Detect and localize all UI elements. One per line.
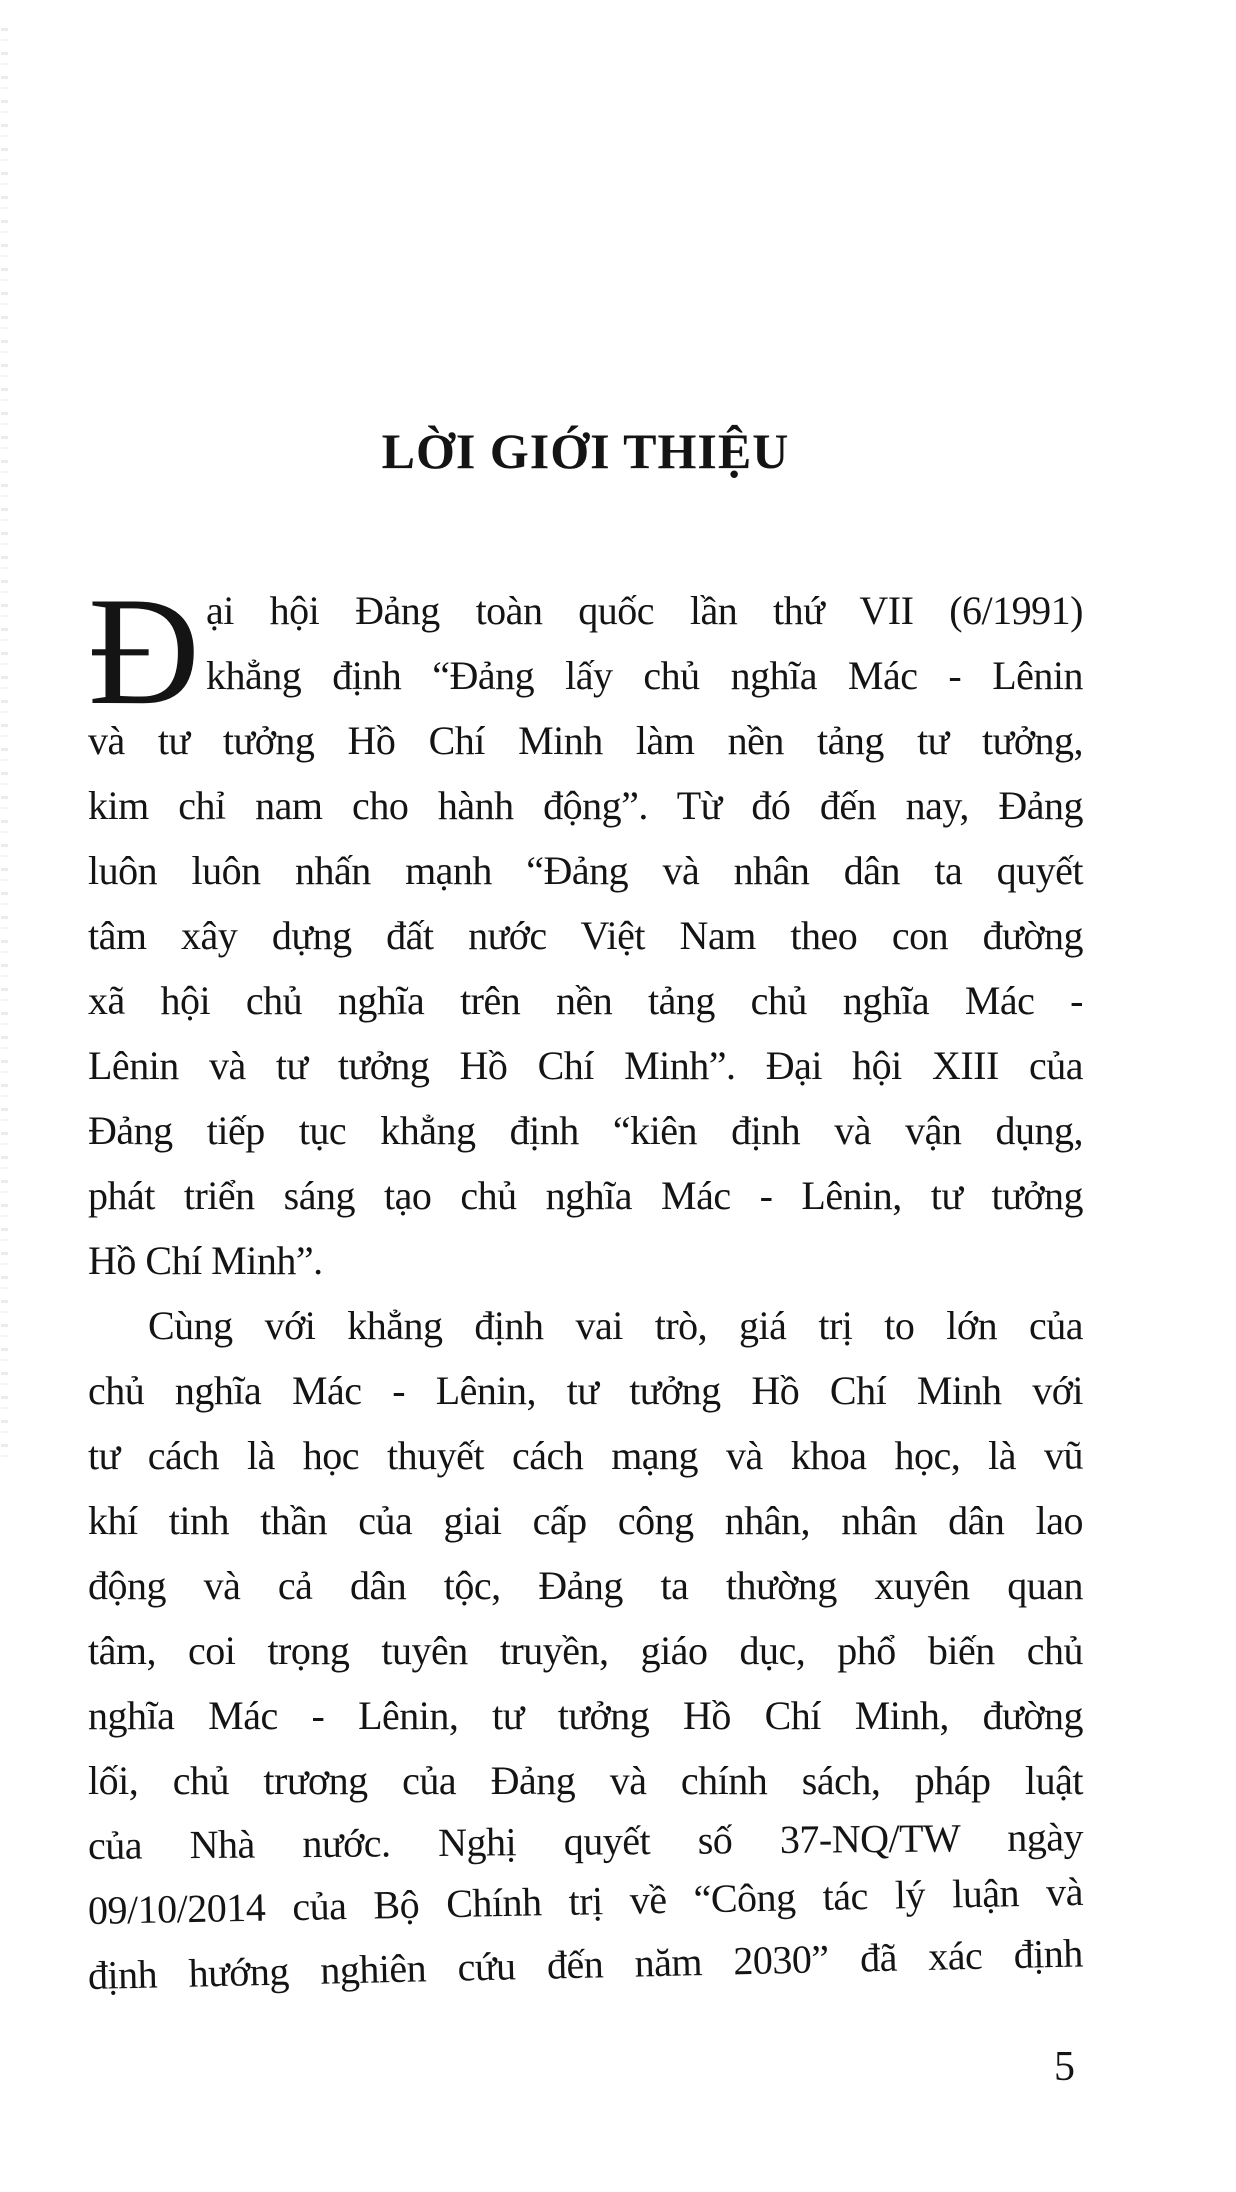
text-line: lối, chủ trương của Đảng và chính sách, pháp luật xyxy=(88,1758,1083,1803)
text-line: Hồ Chí Minh”. xyxy=(88,1238,323,1283)
text-line: tâm xây dựng đất nước Việt Nam theo con đường xyxy=(88,913,1083,958)
text-line: Cùng với khẳng định vai trò, giá trị to lớn của xyxy=(148,1303,1083,1348)
body-text xyxy=(87,565,1084,2008)
text-line: luôn luôn nhấn mạnh “Đảng và nhân dân ta quyết xyxy=(88,848,1083,893)
text-line: ại hội Đảng toàn quốc lần thứ VII (6/1991) xyxy=(206,588,1083,633)
drop-cap: Đ xyxy=(88,565,200,737)
paragraph-2 xyxy=(88,1293,1083,2008)
text-line: 09/10/2014 của Bộ Chính trị về “Công tác lý luận và xyxy=(87,1868,1084,1933)
text-line: nghĩa Mác - Lênin, tư tưởng Hồ Chí Minh, đường xyxy=(88,1693,1083,1738)
text-line: Đảng tiếp tục khẳng định “kiên định và vận dụng, xyxy=(88,1108,1083,1153)
text-line: tâm, coi trọng tuyên truyền, giáo dục, phổ biến chủ xyxy=(88,1628,1083,1673)
section-title: LỜI GIỚI THIỆU xyxy=(381,423,790,479)
text-line: và tư tưởng Hồ Chí Minh làm nền tảng tư tưởng, xyxy=(88,718,1083,763)
text-line: định hướng nghiên cứu đến năm 2030” đã xác định xyxy=(87,1930,1084,1998)
text-line: chủ nghĩa Mác - Lênin, tư tưởng Hồ Chí Minh với xyxy=(88,1368,1083,1413)
text-line: kim chỉ nam cho hành động”. Từ đó đến nay, Đảng xyxy=(88,783,1083,828)
page-content xyxy=(88,0,1083,2192)
text-line: phát triển sáng tạo chủ nghĩa Mác - Lênin, tư tưởng xyxy=(88,1173,1083,1218)
text-line: Lênin và tư tưởng Hồ Chí Minh”. Đại hội XIII của xyxy=(88,1043,1083,1088)
text-line: xã hội chủ nghĩa trên nền tảng chủ nghĩa Mác - xyxy=(88,978,1083,1023)
text-line: khí tinh thần của giai cấp công nhân, nhân dân lao xyxy=(88,1498,1083,1543)
paragraph-1 xyxy=(88,565,1083,1293)
scan-edge-noise xyxy=(1,28,8,1458)
text-line: khẳng định “Đảng lấy chủ nghĩa Mác - Lênin xyxy=(206,653,1083,698)
text-line: tư cách là học thuyết cách mạng và khoa học, là vũ xyxy=(88,1433,1083,1478)
page-number: 5 xyxy=(1054,2044,1075,2090)
text-line: của Nhà nước. Nghị quyết số 37-NQ/TW ngày xyxy=(87,1814,1084,1868)
text-line: động và cả dân tộc, Đảng ta thường xuyên quan xyxy=(88,1563,1083,1608)
